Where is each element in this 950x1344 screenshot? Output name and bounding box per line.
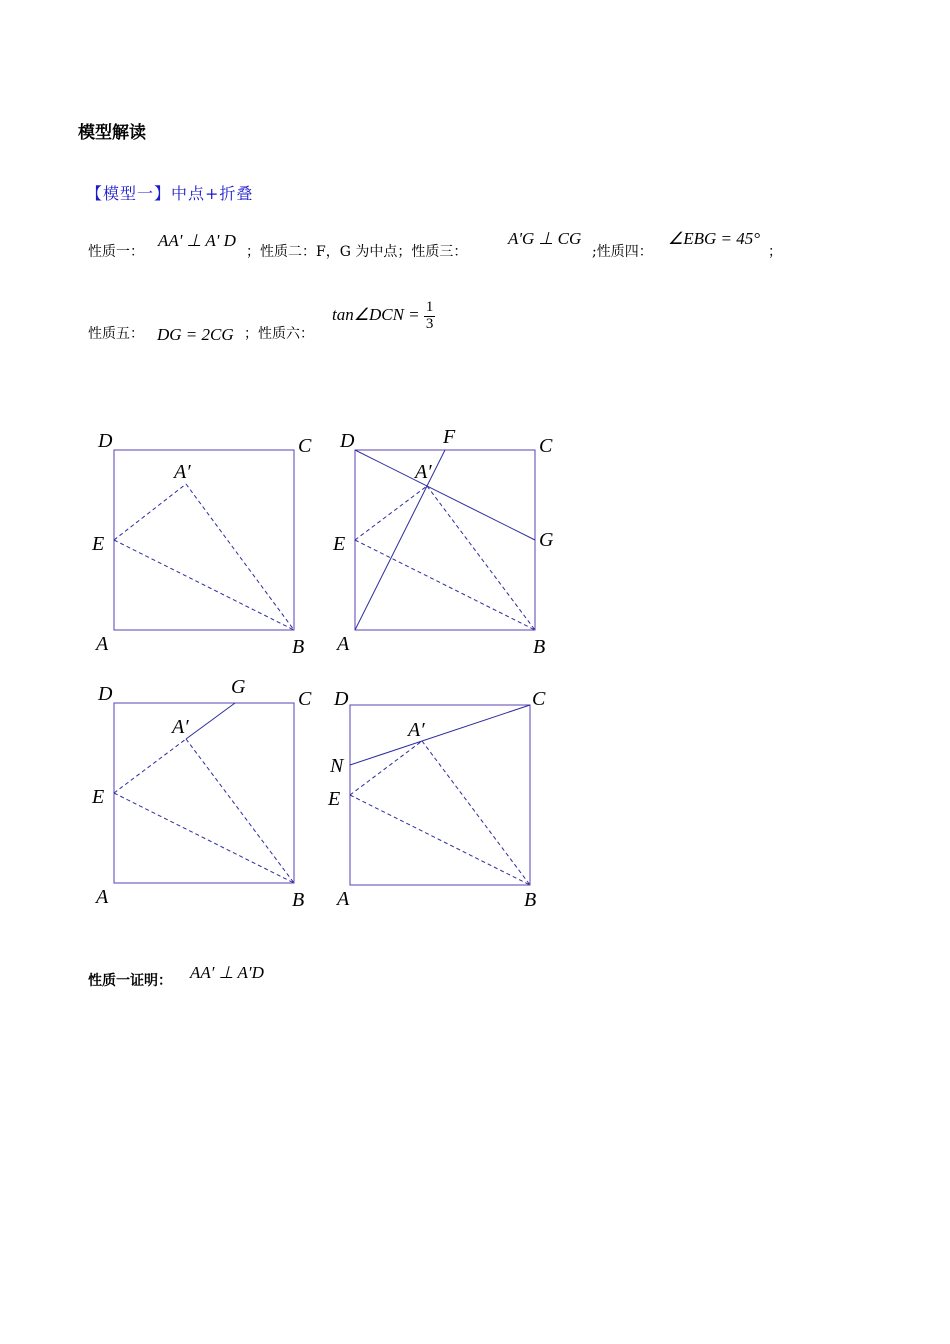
property-6-label: ；性质六： xyxy=(244,326,314,342)
property-3-formula: A'G ⊥ CG xyxy=(508,229,582,248)
fig1-label-B: B xyxy=(292,636,305,658)
fig1-label-A: A xyxy=(96,633,109,655)
fig3-label-B: B xyxy=(292,889,305,911)
fig3-label-G: G xyxy=(231,676,246,698)
model-title: 【模型一】中点+折叠 xyxy=(86,184,254,203)
property-2-3-text: ；性质二：F，G 为中点；性质三： xyxy=(246,244,468,260)
fig3-label-E: E xyxy=(92,786,105,808)
property-1-formula: AA' ⊥ A' D xyxy=(158,231,236,250)
property-5-formula: DG = 2CG xyxy=(157,325,234,344)
fig4-label-N: N xyxy=(330,755,344,777)
proof-formula: AA′ ⊥ A′D xyxy=(190,963,264,982)
property-1-label: 性质一： xyxy=(88,244,144,260)
fig4-label-A1: A′ xyxy=(408,719,425,741)
fig3-label-D: D xyxy=(98,683,113,705)
fig4-label-E: E xyxy=(328,788,341,810)
fig4-line-NC xyxy=(350,705,530,765)
fig2-label-D: D xyxy=(340,430,355,452)
fig3-label-C: C xyxy=(298,688,312,710)
property-5-label: 性质五： xyxy=(88,326,144,342)
section-heading: 模型解读 xyxy=(78,123,146,143)
fig1-label-E: E xyxy=(92,533,105,555)
line-1-end: ； xyxy=(768,244,782,260)
fig2-label-G: G xyxy=(539,529,554,551)
fig1-label-C: C xyxy=(298,435,312,457)
property-4-label: ;性质四： xyxy=(592,244,653,260)
fig2-label-B: B xyxy=(533,636,546,658)
proof-label: 性质一证明： xyxy=(88,973,172,989)
fig4-label-D: D xyxy=(334,688,349,710)
fig2-label-A1: A′ xyxy=(415,461,432,483)
fig2-label-C: C xyxy=(539,435,553,457)
fraction-denominator: 3 xyxy=(425,315,434,332)
fig4-label-A: A xyxy=(337,888,350,910)
fig3-label-A1: A′ xyxy=(172,716,189,738)
fraction-numerator: 1 xyxy=(425,299,434,315)
fig1-label-D: D xyxy=(98,430,113,452)
fig2-label-E: E xyxy=(333,533,346,555)
fig2-label-A: A xyxy=(337,633,350,655)
property-4-formula: ∠EBG = 45° xyxy=(668,229,761,248)
fig4-line-EB xyxy=(350,795,530,885)
fig4-label-B: B xyxy=(524,889,537,911)
fig2-label-F: F xyxy=(443,426,456,448)
fig4-line-EA1 xyxy=(350,741,422,795)
fig4-square xyxy=(350,705,530,885)
fig4-label-C: C xyxy=(532,688,546,710)
fig1-label-A1: A′ xyxy=(174,461,191,483)
property-6-prefix: tan∠DCN = xyxy=(332,305,420,325)
fig3-label-A: A xyxy=(96,886,109,908)
fig4-line-A1B xyxy=(422,741,530,885)
